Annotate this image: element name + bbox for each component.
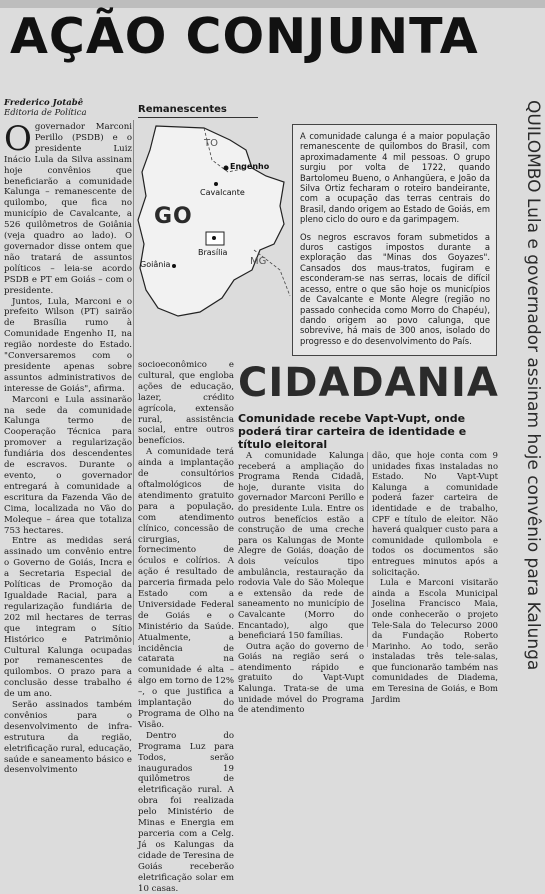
map-label-goiania: Goiânia (140, 260, 171, 269)
article-column-1 (4, 119, 132, 776)
col1-paragraph: Entre as medidas será assinado um convênio entre o Governo de Goiás, Incra e a Secretaria Especial de Políticas de Promoção da Igualdade Racial, para a regularização fundiária de 202 mil hectares de terras que integram o Sítio Histórico e Patrimônio Cultural Kalunga ocupadas por remanescentes de quilombos. O prazo para a conclusão desse trabalho é de um ano. (4, 536, 132, 700)
brasilia-marker (212, 236, 216, 240)
col2-paragraph: socioeconômico e cultural, que engloba ações de educação, lazer, crédito agrícola, extensão rural, assistência social, entre outros benefícios. (138, 360, 234, 447)
map-label-mg: MG (250, 256, 267, 267)
col2-paragraph: A comunidade terá ainda a implantação de consultórios oftalmológicos de atendimento gratuito para a população, com atendimento clínico, concessão de cirurgias, fornecimento de óculos e colírios. A ação é resultado de parceria firmada pelo Estado com a Universidade Federal de Goiás e o Ministério da Saúde. Atualmente, a incidência de catarata na comunidade é alta – algo em torno de 12% –, o que justifica a implantação do Programa de Olho na Visão. (138, 447, 234, 730)
map-label-brasilia: Brasília (198, 248, 228, 257)
map-label-engenho: Engenho (230, 162, 270, 171)
col2-paragraph: Dentro do Programa Luz para Todos, serão inaugurados 19 quilômetros de eletrificação rural. A obra foi realizada pelo Ministério de Minas e Energia em parceria com a Celg. Já os Kalungas da cidade de Teresina de Goiás receberão eletrificação solar em 10 casas. (138, 730, 234, 894)
col1-paragraph: Juntos, Lula, Marconi e o prefeito Wilson (PT) sairão de Brasília rumo à Comunidade Engenho II, na região nordeste do Estado. "Conversaremos com o presidente apenas sobre assuntos administrativos de interesse de Goiás", afirma. (4, 296, 132, 394)
col1-paragraph: Serão assinados também convênios para o desenvolvimento de infra-estrutura da região, eletrificação rural, educação, saúde e saneamento básico e desenvolvimento (4, 700, 132, 776)
infobox-paragraph: A comunidade calunga é a maior população remanescente de quilombos do Brasil, com aproximadamente 4 mil pessoas. O grupo surgiu por volta de 1722, quando Bartolomeu Bueno, o Anhangüera, e João da Silva Ortiz fecharam o roteiro bandeirante, com a ocupação das terras centrais do Brasil, dando origem ao Estado de Goiás, em pleno ciclo do ouro e da garimpagem. (300, 131, 490, 225)
cidadania-title: CIDADANIA (238, 360, 499, 406)
col3-paragraph: A comunidade Kalunga receberá a ampliação do Programa Renda Cidadã, hoje, durante visita do governador Marconi Perillo e do presidente Lula. Entre os outros benefícios estão a construção de uma creche para os Kalungas de Monte Alegre de Goiás, doação de dois veículos tipo ambulância, restauração da rodovia Vale do São Moleque e extensão da rede de saneamento no município de Cavalcante (Morro do Encantado), algo que beneficiará 150 famílias. (238, 450, 364, 641)
col3-paragraph: Outra ação do governo de Goiás na região será o atendimento rápido e gratuito do Vapt-Vupt Kalunga. Trata-se de uma unidade móvel do Programa de atendimento (238, 640, 364, 715)
vertical-sidebar (503, 100, 543, 671)
byline-role: Editoria de Política (4, 108, 87, 118)
goias-map (134, 120, 294, 330)
article-column-2 (138, 360, 234, 894)
cidadania-subhead: Comunidade recebe Vapt-Vupt, onde poderá tirar carteira de identidade e título eleitoral (238, 412, 467, 451)
byline-name: Frederico Jotabê (4, 98, 84, 108)
col1-paragraph: Marconi e Lula assinarão na sede da comunidade Kalunga termo de Cooperação Técnica para promover a regularização fundiária dos descendentes de escravos. Durante o evento, o governador entregará à comunidade a escritura da Fazenda Vão de Cima, localizada no Vão do Moleque – área que totaliza 753 hectares. (4, 394, 132, 536)
engenho-marker (224, 166, 229, 171)
goiania-marker (172, 264, 176, 268)
col1-paragraph: governador Marconi Perillo (PSDB) e o presidente Luiz Inácio Lula da Silva assinam hoje convênios que beneficiarão a comunidade Kalunga – remanescente de quilombo, que fica no município de Cavalcante, a 526 quilômetros de Goiânia (veja quadro ao lado). O governador disse ontem que não tratará de assuntos políticos – leia-se acordo PSDB e PT em Goiás – com o presidente. (4, 122, 132, 296)
top-band (0, 0, 545, 8)
info-box (292, 124, 497, 356)
drop-cap: O (4, 119, 32, 159)
col4-paragraph: dão, que hoje conta com 9 unidades fixas instaladas no Estado. No Vapt-Vupt Kalunga a comunidade poderá fazer carteira de identidade e de trabalho, CPF e título de eleitor. Não haverá qualquer custo para a comunidade quilombola e todos os documentos são entregues minutos após a solicitação. (372, 450, 498, 577)
map-label-to: TO (204, 138, 218, 149)
headline: AÇÃO CONJUNTA (10, 8, 479, 65)
map-label-cavalcante: Cavalcante (200, 188, 245, 197)
byline (4, 98, 87, 118)
cavalcante-marker (214, 182, 218, 186)
infobox-paragraph: Os negros escravos foram submetidos a duros castigos impostos durante a exploração das "Minas dos Goyazes". Cansados dos maus-tratos, fugiram e esconderam-se nas serras, locais de difícil acesso, entre o que são hoje os municípios de Cavalcante e Monte Alegre (região no passado conhecida como Morro do Chapéu), dando origem ao povo calunga, que sobrevive, há mais de 300 anos, isolado do progresso e do desenvolvimento do País. (300, 231, 490, 346)
col4-paragraph: Lula e Marconi visitarão ainda a Escola Municipal Joselina Francisco Maia, onde conhecerão o projeto Tele-Sala do Telecurso 2000 da Fundação Roberto Marinho. Ao todo, serão instaladas três tele-salas, que funcionarão também nas comunidades de Diadema, em Teresina de Goiás, e Bom Jardim (372, 577, 498, 704)
article-column-4 (372, 450, 498, 704)
column-divider (367, 452, 368, 647)
vertical-sidebar-text: QUILOMBO Lula e governador assinam hoje convênio para Kalunga (523, 100, 543, 671)
map-section-label: Remanescentes (138, 103, 258, 118)
article-column-3 (238, 450, 364, 715)
map-label-go: GO (154, 204, 193, 229)
